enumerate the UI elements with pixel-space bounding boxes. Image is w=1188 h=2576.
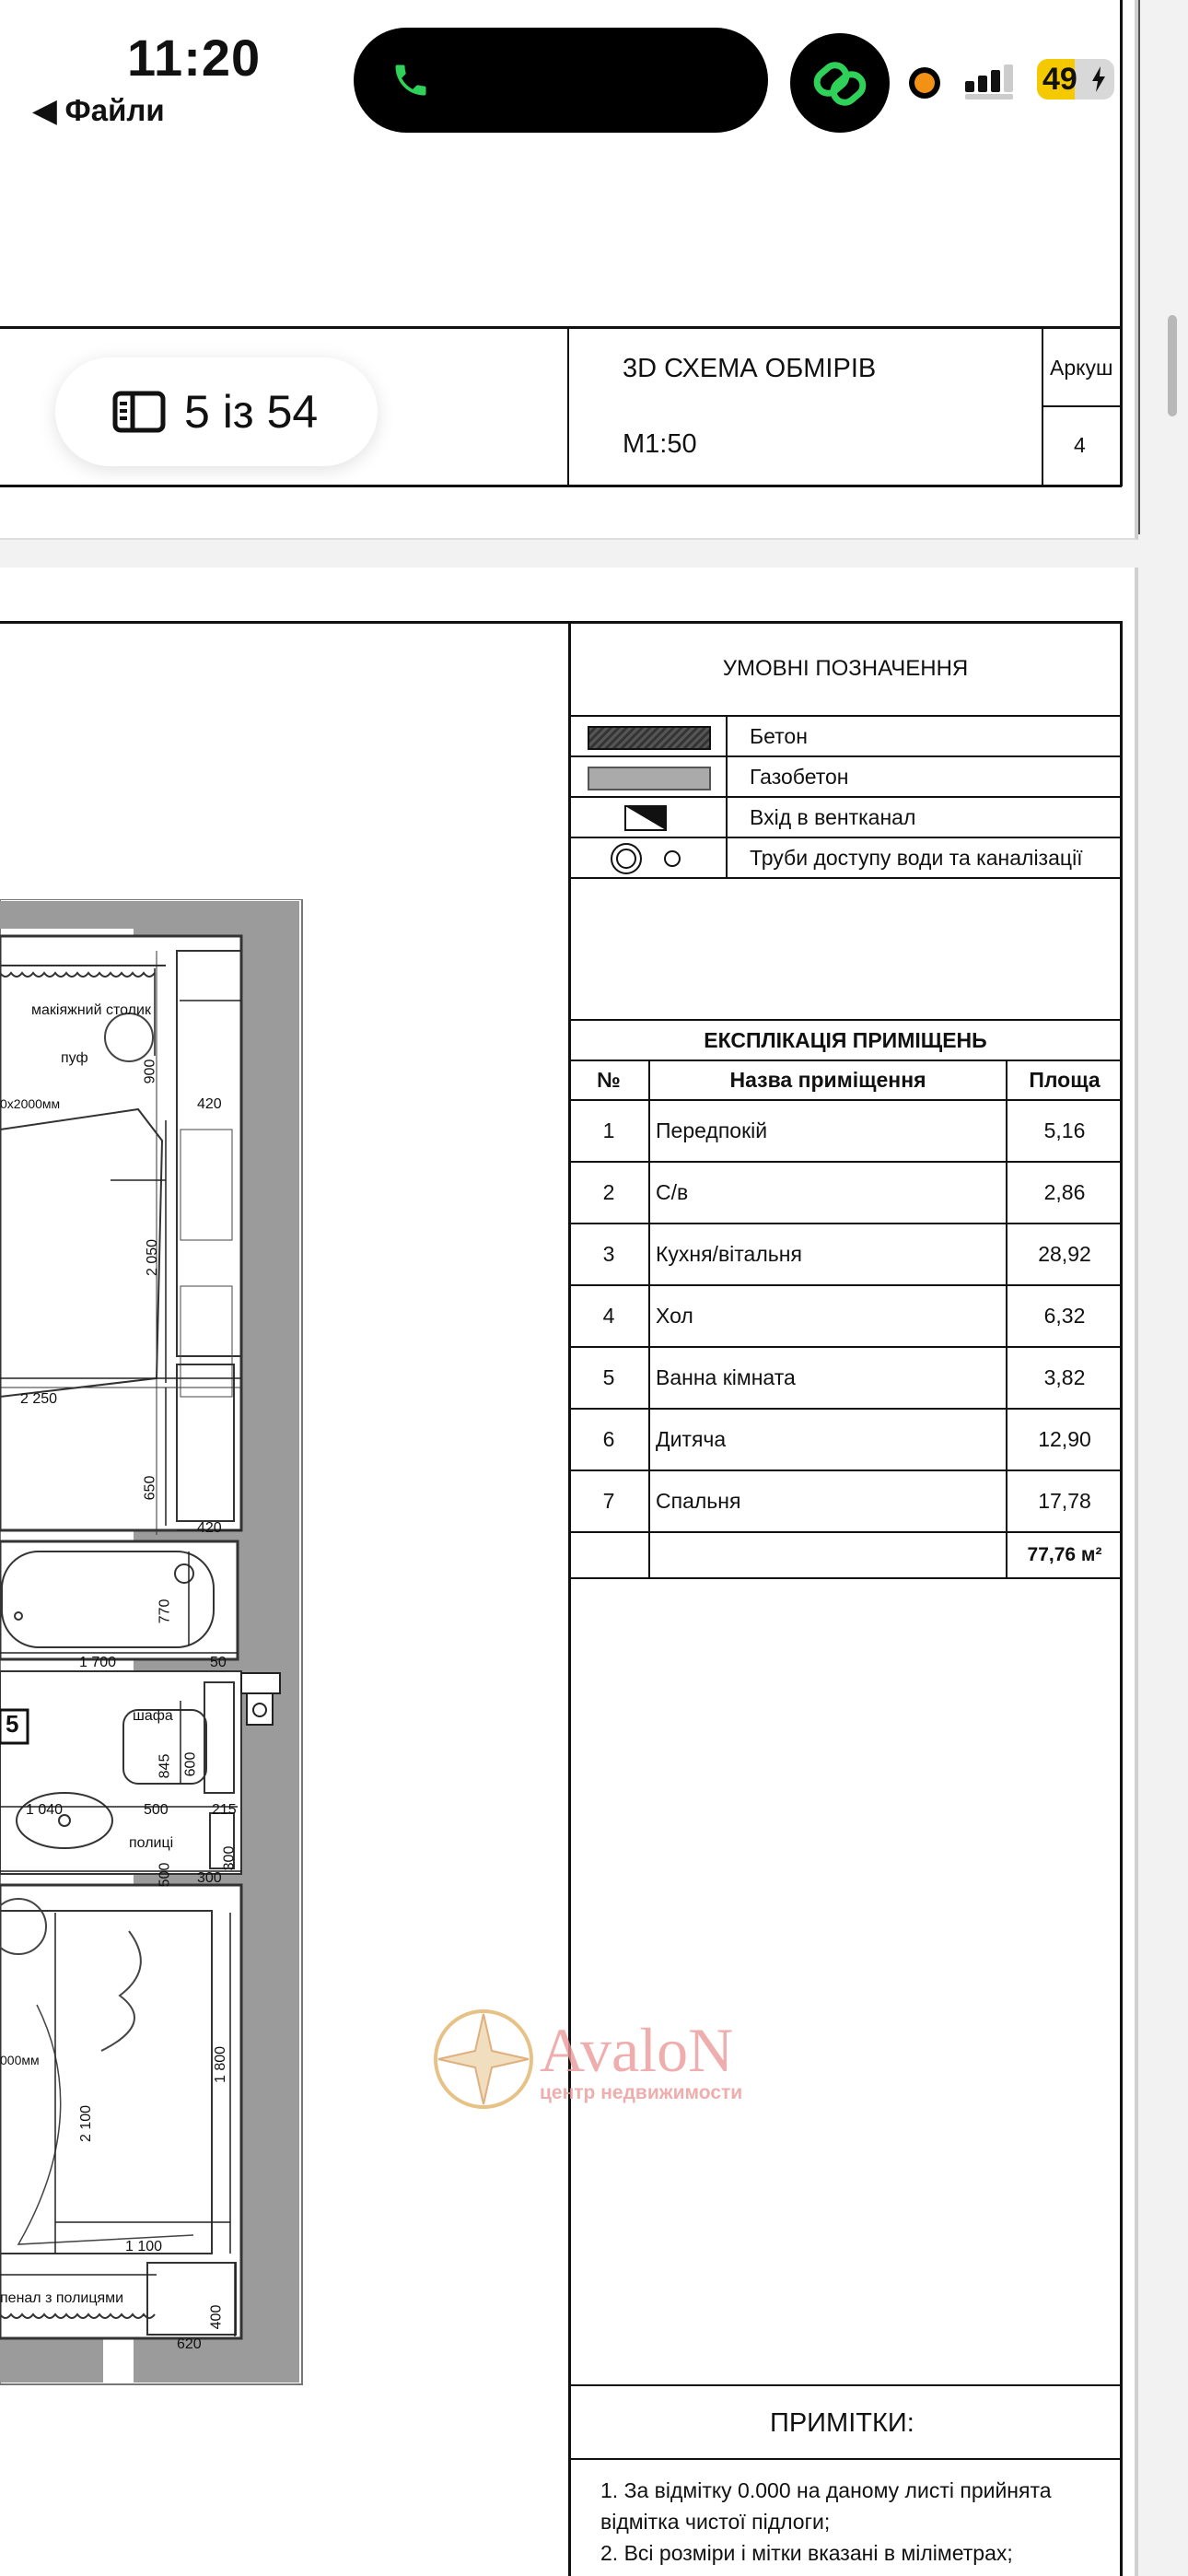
room-number: 2	[569, 1162, 649, 1224]
table-header-row	[569, 1061, 1122, 1100]
plan-label-bed2-size: 000мм	[0, 2053, 40, 2067]
microphone-indicator-icon	[909, 67, 940, 99]
explication-grid	[569, 1061, 1122, 1579]
dim-650: 650	[142, 1475, 158, 1501]
watermark-brand: AvaloN	[540, 2015, 734, 2085]
room-number: 1	[569, 1100, 649, 1162]
plan-label-wardrobe: шафа	[133, 1708, 173, 1724]
phone-icon	[390, 60, 431, 100]
room-name: Дитяча	[649, 1409, 1007, 1470]
total-area: 77,76 м²	[1007, 1532, 1122, 1578]
table-row	[569, 1347, 1122, 1409]
pdf-page-5	[0, 568, 1138, 2576]
notes-line-1: 1. За відмітку 0.000 на даному листі прийнята	[600, 2478, 1052, 2502]
dim-845: 845	[157, 1753, 173, 1779]
dim-1800: 1 800	[213, 2045, 229, 2084]
scroll-indicator[interactable]	[1168, 315, 1177, 416]
link-app-icon[interactable]	[790, 33, 890, 133]
dim-2050: 2 050	[145, 1238, 161, 1277]
dim-50: 50	[210, 1655, 227, 1670]
dim-420-top: 420	[197, 1096, 222, 1112]
room-area: 2,86	[1007, 1162, 1122, 1224]
title-block-title: 3D СХЕМА ОБМІРІВ	[623, 354, 877, 383]
dim-420-bottom: 420	[197, 1520, 222, 1536]
notes-line-3: 2. Всі розміри і мітки вказані в міліметрах;	[600, 2541, 1013, 2565]
concrete-swatch	[588, 726, 711, 750]
page-counter-pill[interactable]	[55, 357, 378, 466]
vent-entry-icon	[624, 805, 667, 831]
battery-percent: 49	[1042, 62, 1077, 97]
room-name: Хол	[649, 1285, 1007, 1347]
dim-2250: 2 250	[20, 1391, 58, 1407]
room-number: 3	[569, 1224, 649, 1285]
status-time: 11:20	[127, 29, 262, 87]
dim-500-a: 500	[144, 1802, 169, 1818]
table-row	[569, 1100, 1122, 1162]
room-name: С/в	[649, 1162, 1007, 1224]
back-to-files-link[interactable]: ◀ Файли	[33, 93, 165, 127]
room-area: 17,78	[1007, 1470, 1122, 1532]
watermark-tagline: центр недвижимости	[540, 2082, 743, 2103]
explication-title: ЕКСПЛІКАЦІЯ ПРИМІЩЕНЬ	[569, 1021, 1122, 1061]
legend-label: Бетон	[750, 724, 808, 748]
room-area: 28,92	[1007, 1224, 1122, 1285]
room-area: 12,90	[1007, 1409, 1122, 1470]
legend-row-pipes	[569, 838, 1122, 879]
table-row	[569, 1409, 1122, 1470]
dynamic-island-call[interactable]	[354, 28, 768, 133]
explication-table	[569, 1019, 1122, 1579]
dim-300-a: 300	[197, 1870, 222, 1886]
legend-title: УМОВНІ ПОЗНАЧЕННЯ	[569, 623, 1122, 717]
room-name: Ванна кімната	[649, 1347, 1007, 1409]
room-number: 5	[569, 1347, 649, 1409]
legend-label: Газобетон	[750, 765, 849, 789]
dim-900: 900	[142, 1059, 158, 1084]
sheet-label: Аркуш	[1050, 356, 1113, 380]
room-number: 6	[569, 1409, 649, 1470]
dim-500-b: 500	[157, 1862, 173, 1888]
dim-620: 620	[177, 2336, 202, 2352]
room-area: 3,82	[1007, 1347, 1122, 1409]
room-area: 6,32	[1007, 1285, 1122, 1347]
table-row	[569, 1285, 1122, 1347]
legend-row-vent	[569, 798, 1122, 838]
plan-label-shelves: полиці	[129, 1835, 174, 1851]
table-total-row	[569, 1532, 1122, 1578]
floor-plan-drawing	[0, 899, 313, 2438]
title-block-scale: М1:50	[623, 429, 697, 459]
signal-icon	[965, 63, 1024, 101]
notes-title: ПРИМІТКИ:	[770, 2408, 914, 2438]
col-header-area: Площа	[1007, 1061, 1122, 1100]
table-row	[569, 1224, 1122, 1285]
dim-2100: 2 100	[78, 2104, 95, 2143]
table-row	[569, 1162, 1122, 1224]
aerated-concrete-swatch	[588, 767, 711, 790]
sheet-number: 4	[1074, 433, 1086, 457]
room-area: 5,16	[1007, 1100, 1122, 1162]
legend-block	[569, 623, 1122, 879]
dim-400: 400	[208, 2304, 225, 2330]
room-number: 7	[569, 1470, 649, 1532]
col-header-number: №	[569, 1061, 649, 1100]
page-counter-label: 5 із 54	[184, 386, 319, 438]
dim-770: 770	[157, 1598, 173, 1624]
dim-1040: 1 040	[26, 1802, 64, 1818]
pipes-icon	[610, 842, 693, 875]
legend-row-concrete	[569, 717, 1122, 757]
plan-label-bed-size: 0x2000мм	[0, 1096, 61, 1111]
plan-label-makeup-table: макіяжний столик	[31, 1002, 151, 1018]
col-header-name: Назва приміщення	[649, 1061, 1007, 1100]
dim-1700: 1 700	[79, 1655, 117, 1670]
dim-300-b: 300	[221, 1845, 238, 1871]
dim-215: 215	[212, 1802, 237, 1818]
battery-icon	[1037, 59, 1114, 100]
legend-label: Труби доступу води та каналізації	[750, 846, 1083, 870]
room-name: Спальня	[649, 1470, 1007, 1532]
room-number-5: 5	[6, 1710, 19, 1738]
compass-logo-icon	[433, 2008, 534, 2110]
notes-line-2: відмітка чистої підлоги;	[600, 2510, 831, 2534]
legend-row-aerated-concrete	[569, 757, 1122, 798]
dim-1100: 1 100	[125, 2239, 163, 2254]
room-name: Передпокій	[649, 1100, 1007, 1162]
charging-bolt-icon	[1090, 66, 1107, 92]
legend-label: Вхід в вентканал	[750, 805, 916, 829]
dim-600: 600	[182, 1751, 199, 1777]
room-number: 4	[569, 1285, 649, 1347]
plan-label-pouf: пуф	[61, 1050, 88, 1066]
room-name: Кухня/вітальня	[649, 1224, 1007, 1285]
table-row	[569, 1470, 1122, 1532]
plan-label-pencil-case: пенал з полицями	[0, 2290, 124, 2306]
sidebar-icon	[112, 391, 166, 433]
avalon-watermark	[433, 2008, 783, 2110]
